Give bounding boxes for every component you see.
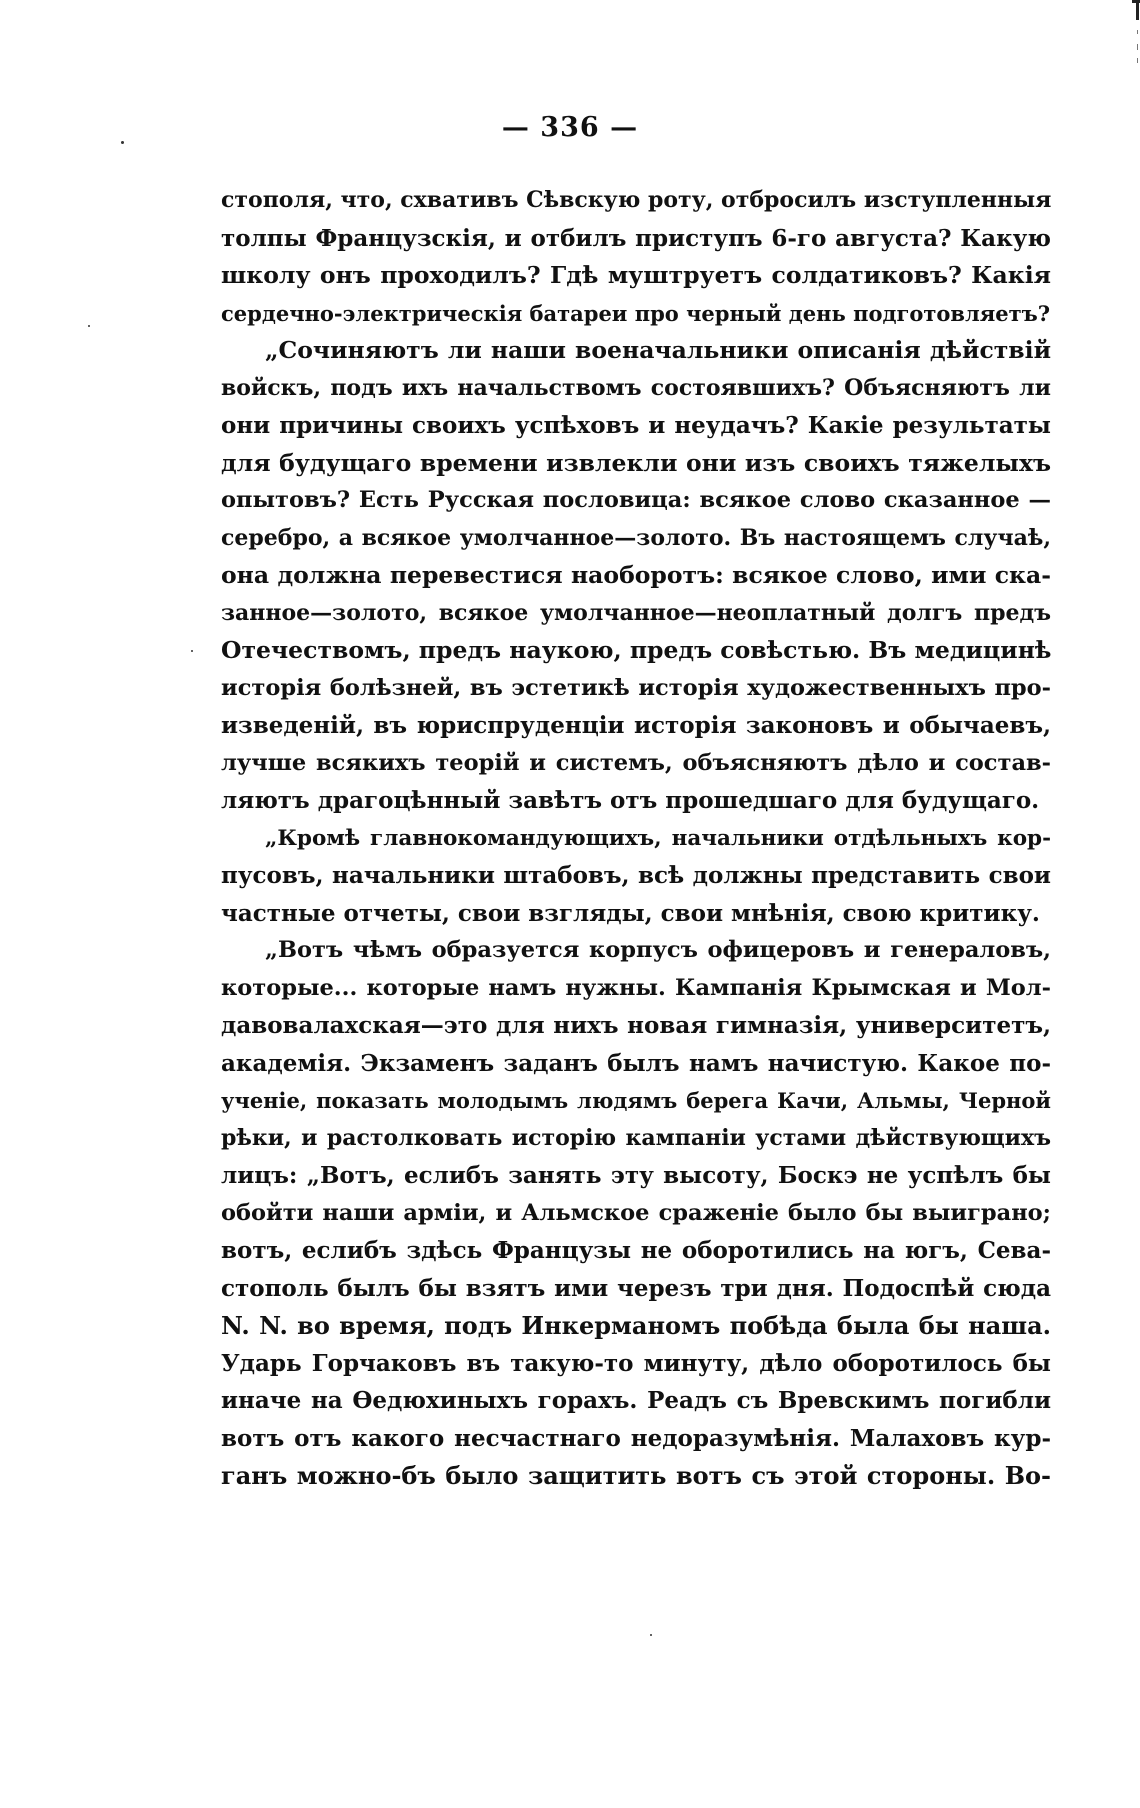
text-line: лучше всякихъ теорій и системъ, объясняютъ дѣло и состав- <box>221 749 1051 776</box>
text-line: которые... которые намъ нужны. Кампанія Крымская и Мол- <box>221 974 1051 1001</box>
text-line: пусовъ, начальники штабовъ, всѣ должны представить свои <box>221 862 1051 889</box>
text-line: вотъ отъ какого несчастнаго недоразумѣнія. Малаховъ кур- <box>221 1424 1051 1452</box>
text-line: школу онъ проходилъ? Гдѣ муштруетъ солдатиковъ? Какія <box>221 261 1051 289</box>
text-line: вотъ, еслибъ здѣсь Французы не оборотились на югъ, Сева- <box>221 1237 1051 1264</box>
text-line: Отечествомъ, предъ наукою, предъ совѣстью. Въ медицинѣ <box>221 636 1052 664</box>
text-line: войскъ, подъ ихъ начальствомъ состоявшихъ? Объясняютъ ли <box>221 374 1051 401</box>
text-line: серебро, а всякое умолчанное—золото. Въ настоящемъ случаѣ, <box>221 524 1051 551</box>
scan-speck <box>88 325 90 327</box>
text-line: N. N. во время, подъ Инкерманомъ побѣда была бы наша. <box>221 1311 1051 1340</box>
text-line: сердечно-электрическія батареи про черный день подготовляетъ? <box>221 300 1051 326</box>
text-line: ученіе, показать молодымъ людямъ берега Качи, Альмы, Черной <box>221 1088 1051 1113</box>
page-number: — 336 — <box>501 112 639 143</box>
text-line: академія. Экзаменъ заданъ былъ намъ начистую. Какое по- <box>221 1049 1051 1077</box>
text-line: Ударь Горчаковъ въ такую-то минуту, дѣло оборотилось бы <box>221 1349 1051 1377</box>
text-line: она должна перевестися наоборотъ: всякое слово, ими ска- <box>221 561 1051 589</box>
text-line: ляютъ драгоцѣнный завѣтъ отъ прошедшаго для будущаго. <box>221 787 1040 814</box>
text-line: опытовъ? Есть Русская пословица: всякое слово сказанное — <box>221 487 1051 513</box>
text-line: стополь былъ бы взятъ ими черезъ три дня. Подоспѣй сюда <box>221 1274 1051 1302</box>
text-line: ганъ можно-бъ было защитить вотъ съ этой стороны. Во- <box>221 1461 1051 1490</box>
scan-speck <box>650 1634 652 1636</box>
text-line: изведеній, въ юриспруденціи исторія законовъ и обычаевъ, <box>221 712 1051 739</box>
scan-speck <box>191 650 193 652</box>
text-line: лицъ: „Вотъ, еслибъ занять эту высоту, Боскэ не успѣлъ бы <box>221 1162 1051 1189</box>
text-line: стополя, что, схвативъ Сѣвскую роту, отбросилъ изступленныя <box>221 187 1052 213</box>
text-line: рѣки, и растолковать исторію кампаніи устами дѣйствующихъ <box>221 1124 1051 1151</box>
text-line: занное—золото, всякое умолчанное—неоплатный долгъ предъ <box>221 599 1051 626</box>
text-line: для будущаго времени извлекли они изъ своихъ тяжелыхъ <box>221 448 1051 477</box>
text-line: толпы Французскія, и отбилъ приступъ 6-го августа? Какую <box>221 224 1051 252</box>
text-line: иначе на Ѳедюхиныхъ горахъ. Реадъ съ Вревскимъ погибли <box>221 1387 1051 1414</box>
text-line: исторія болѣзней, въ эстетикѣ исторія художественныхъ про- <box>221 674 1051 701</box>
text-line: обойти наши арміи, и Альмское сраженіе было бы выиграно; <box>221 1199 1051 1226</box>
text-line: „Кромѣ главнокомандующихъ, начальники отдѣльныхъ кор- <box>265 825 1051 851</box>
text-line: „Сочиняютъ ли наши военачальники описанія дѣйствій <box>265 336 1051 364</box>
text-line: „Вотъ чѣмъ образуется корпусъ офицеровъ и генераловъ, <box>265 937 1051 963</box>
text-line: давовалахская—это для нихъ новая гимназія, университетъ, <box>221 1012 1051 1039</box>
text-line: они причины своихъ успѣховъ и неудачъ? Какіе результаты <box>221 412 1051 439</box>
text-line: частные отчеты, свои взгляды, свои мнѣнія, свою критику. <box>221 899 1040 927</box>
page-edge-mark <box>1126 0 1140 70</box>
body-text <box>221 182 1051 1495</box>
